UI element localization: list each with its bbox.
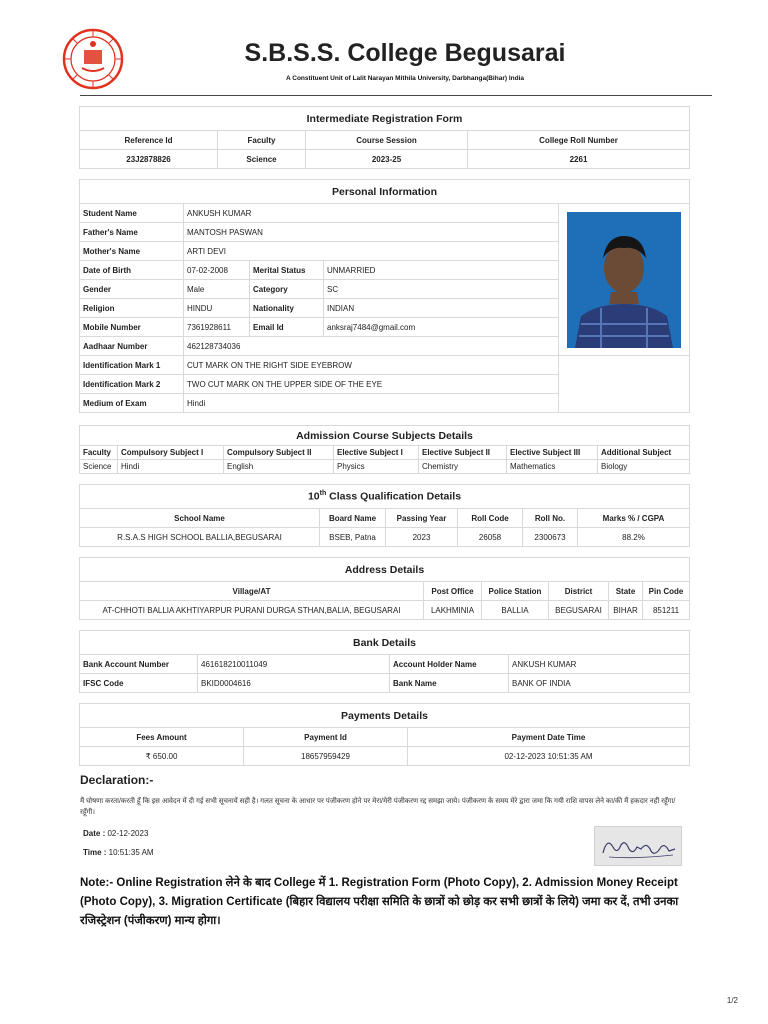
comp-subject-1: Hindi [118, 460, 224, 474]
dob: 07-02-2008 [184, 261, 250, 280]
personal-section [79, 179, 690, 413]
header-additional: Additional Subject [598, 446, 690, 460]
faculty: Science [218, 150, 306, 169]
subjects-title: Admission Course Subjects Details [80, 426, 690, 446]
school-name: R.S.A.S HIGH SCHOOL BALLIA,BEGUSARAI [80, 528, 320, 547]
label-holder-name: Account Holder Name [390, 655, 509, 674]
marital-status: UNMARRIED [324, 261, 559, 280]
header-district: District [549, 582, 609, 601]
bank-section [79, 630, 690, 693]
header-reference-id: Reference Id [80, 131, 218, 150]
label-religion: Religion [80, 299, 184, 318]
label-email: Email Id [250, 318, 324, 337]
photo-blank-cell [559, 356, 690, 413]
elective-subject-2: Chemistry [419, 460, 507, 474]
nationality: INDIAN [324, 299, 559, 318]
passing-year: 2023 [386, 528, 458, 547]
signature-image [594, 826, 682, 866]
college-roll-number: 2261 [468, 150, 690, 169]
address-title: Address Details [80, 558, 690, 582]
aadhaar-number: 462128734036 [184, 337, 559, 356]
header-pin-code: Pin Code [643, 582, 690, 601]
registration-note: Note:- Online Registration लेने के बाद College में 1. Registration Form (Photo Copy), 2. Admission Money Receipt (Photo Copy), 3. Migration Certificate (बिहार विद्यालय परीक्षा समिति के छात्रों को छोड़ कर सभी छात्रों के लिये) जमा कर दें, तभी उनका रजिस्ट्रेशन (पंजीकरण) मान्य होगा। [80, 877, 679, 927]
registration-title: Intermediate Registration Form [80, 107, 690, 131]
declaration-title: Declaration:- [80, 773, 154, 787]
photo-cell [559, 204, 690, 356]
label-medium: Medium of Exam [80, 394, 184, 413]
account-number: 461618210011049 [198, 655, 390, 674]
pin-code: 851211 [643, 601, 690, 620]
address-table [79, 557, 690, 620]
post-office: LAKHMINIA [424, 601, 482, 620]
college-subtitle: A Constituent Unit of Lalit Narayan Mithila University, Darbhanga(Bihar) India [286, 75, 524, 82]
qualification-title-prefix: 10 [307, 490, 320, 503]
header-elective-2: Elective Subject II [419, 446, 507, 460]
category: SC [324, 280, 559, 299]
religion: HINDU [184, 299, 250, 318]
id-mark-1: CUT MARK ON THE RIGHT SIDE EYEBROW [184, 356, 559, 375]
elective-subject-3: Mathematics [507, 460, 598, 474]
roll-code: 26058 [458, 528, 523, 547]
time-value: 10:51:35 AM [108, 848, 154, 857]
header-comp-2: Compulsory Subject II [224, 446, 334, 460]
bank-table [79, 630, 690, 693]
date-value: 02-12-2023 [107, 829, 149, 838]
label-dob: Date of Birth [80, 261, 184, 280]
mother-name: ARTI DEVI [184, 242, 559, 261]
label-account-number: Bank Account Number [80, 655, 198, 674]
header-board-name: Board Name [320, 509, 386, 528]
email-id: anksraj7484@gmail.com [324, 318, 559, 337]
time-label: Time : [83, 848, 107, 857]
page-number: 1/2 [726, 996, 738, 1005]
label-marital-status: Merital Status [250, 261, 324, 280]
medium-of-exam: Hindi [184, 394, 559, 413]
mobile-number: 7361928611 [184, 318, 250, 337]
qualification-table [79, 484, 690, 547]
personal-title: Personal Information [80, 180, 690, 204]
header-village: Village/AT [80, 582, 424, 601]
page-header [60, 28, 710, 92]
payments-section [79, 703, 690, 766]
label-category: Category [250, 280, 324, 299]
roll-no: 2300673 [523, 528, 578, 547]
label-gender: Gender [80, 280, 184, 299]
label-father-name: Father's Name [80, 223, 184, 242]
header-payment-date: Payment Date Time [408, 728, 690, 747]
header-post-office: Post Office [424, 582, 482, 601]
header-roll-no: Roll No. [523, 509, 578, 528]
fees-amount: ₹ 650.00 [80, 747, 244, 766]
label-aadhaar: Aadhaar Number [80, 337, 184, 356]
header-course-session: Course Session [306, 131, 468, 150]
signature-icon [595, 827, 683, 867]
qualification-title-suffix: Class Qualification Details [326, 490, 462, 503]
header-passing-year: Passing Year [386, 509, 458, 528]
label-student-name: Student Name [80, 204, 184, 223]
state: BIHAR [609, 601, 643, 620]
label-mobile: Mobile Number [80, 318, 184, 337]
declaration-text: मैं घोषणा करता/करती हूँ कि इस आवेदन में दी गई सभी सूचनायें सही है। गलत सूचना के आधार पर पंजीकरण होने पर मेरा/मेरी पंजीकरण रद्द समझा जाये। पंजीकरण के समय मेरे द्वारा जमा कि गयी राशि वापस लेने का/की मैं हकदार नहीं रहूँगा/रहूँगी। [80, 798, 676, 816]
payment-date-time: 02-12-2023 10:51:35 AM [408, 747, 690, 766]
declaration-time [83, 848, 154, 857]
header-college-roll: College Roll Number [468, 131, 690, 150]
label-nationality: Nationality [250, 299, 324, 318]
header-sub-faculty: Faculty [80, 446, 118, 460]
student-name: ANKUSH KUMAR [184, 204, 559, 223]
declaration-date [83, 829, 148, 838]
bank-title: Bank Details [80, 631, 690, 655]
board-name: BSEB, Patna [320, 528, 386, 547]
subjects-table [79, 425, 690, 474]
college-title: S.B.S.S. College Begusarai [244, 39, 566, 67]
header-comp-1: Compulsory Subject I [118, 446, 224, 460]
header-elective-3: Elective Subject III [507, 446, 598, 460]
registration-table [79, 106, 690, 169]
header-police-station: Police Station [482, 582, 549, 601]
header-marks: Marks % / CGPA [578, 509, 690, 528]
student-photo [567, 212, 681, 348]
header-faculty: Faculty [218, 131, 306, 150]
id-mark-2: TWO CUT MARK ON THE UPPER SIDE OF THE EYE [184, 375, 559, 394]
course-session: 2023-25 [306, 150, 468, 169]
payments-title: Payments Details [80, 704, 690, 728]
father-name: MANTOSH PASWAN [184, 223, 559, 242]
payments-table [79, 703, 690, 766]
registration-section [79, 106, 690, 169]
personal-table [79, 179, 690, 413]
marks: 88.2% [578, 528, 690, 547]
village: AT-CHHOTI BALLIA AKHTIYARPUR PURANI DURGA STHAN,BALIA, BEGUSARAI [80, 601, 424, 620]
sub-faculty: Science [80, 460, 118, 474]
ifsc-code: BKID0004616 [198, 674, 390, 693]
qualification-section [79, 484, 690, 547]
qualification-title [80, 485, 690, 509]
comp-subject-2: English [224, 460, 334, 474]
header-payment-id: Payment Id [244, 728, 408, 747]
header-fees-amount: Fees Amount [80, 728, 244, 747]
district: BEGUSARAI [549, 601, 609, 620]
header-state: State [609, 582, 643, 601]
date-label: Date : [83, 829, 106, 838]
header-roll-code: Roll Code [458, 509, 523, 528]
bank-name: BANK OF INDIA [509, 674, 690, 693]
holder-name: ANKUSH KUMAR [509, 655, 690, 674]
label-mother-name: Mother's Name [80, 242, 184, 261]
student-photo-image [567, 212, 681, 348]
payment-id: 18657959429 [244, 747, 408, 766]
police-station: BALLIA [482, 601, 549, 620]
label-id-mark-2: Identification Mark 2 [80, 375, 184, 394]
header-elective-1: Elective Subject I [334, 446, 419, 460]
address-section [79, 557, 690, 620]
subjects-section [79, 425, 690, 474]
label-bank-name: Bank Name [390, 674, 509, 693]
qualification-title-sup: th [319, 490, 327, 498]
additional-subject: Biology [598, 460, 690, 474]
gender: Male [184, 280, 250, 299]
header-divider [80, 95, 712, 96]
header-school-name: School Name [80, 509, 320, 528]
label-ifsc: IFSC Code [80, 674, 198, 693]
label-id-mark-1: Identification Mark 1 [80, 356, 184, 375]
elective-subject-1: Physics [334, 460, 419, 474]
reference-id: 23J2878826 [80, 150, 218, 169]
